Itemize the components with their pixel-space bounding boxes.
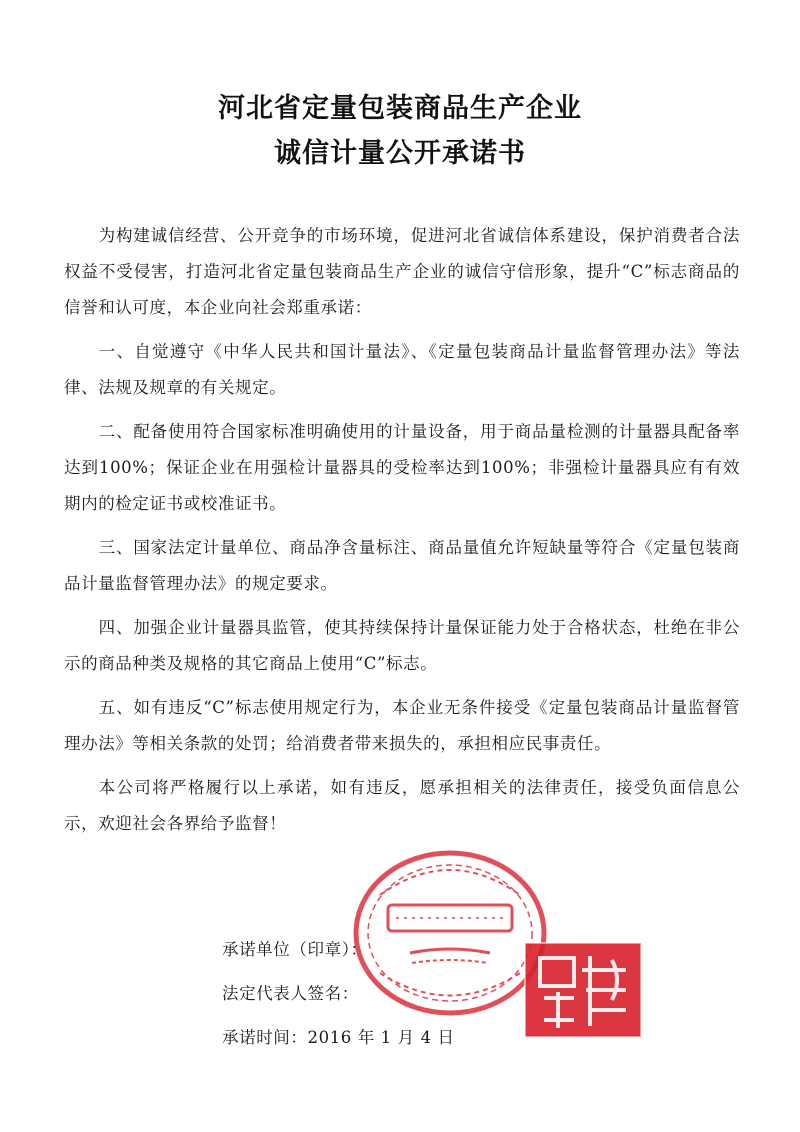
- paragraph-intro: 为构建诚信经营、公开竞争的市场环境，促进河北省诚信体系建设，保护消费者合法权益不受侵害，打造河北省定量包装商品生产企业的诚信守信形象，提升“C”标志商品的信誉和认可度，本企业向社会郑重承诺：: [64, 226, 740, 317]
- representative-seal-stamp: [522, 940, 644, 1040]
- signature-date: 承诺时间：2016 年 1 月 4 日: [222, 1028, 455, 1047]
- signature-representative-label: 法定代表人签名：: [222, 984, 359, 1003]
- paragraph-item-2: 二、配备使用符合国家标准明确使用的计量设备，用于商品量检测的计量器具配备率达到100%；保证企业在用强检计量器具的受检率达到100%；非强检计量器具应有有效期内的检定证书或校准证书。: [64, 422, 740, 513]
- paragraph-item-4: 四、加强企业计量器具监管，使其持续保持计量保证能力处于合格状态，杜绝在非公示的商品种类及规格的其它商品上使用“C”标志。: [64, 618, 740, 673]
- document-title-line2: 诚信计量公开承诺书: [274, 138, 526, 169]
- paragraph-item-3: 三、国家法定计量单位、商品净含量标注、商品量值允许短缺量等符合《定量包装商品计量监督管理办法》的规定要求。: [64, 538, 740, 593]
- paragraph-item-5: 五、如有违反“C”标志使用规定行为，本企业无条件接受《定量包装商品计量监督管理办法》等相关条款的处罚；给消费者带来损失的，承担相应民事责任。: [64, 698, 740, 753]
- paragraph-closing: 本公司将严格履行以上承诺，如有违反，愿承担相关的法律责任，接受负面信息公示，欢迎社会各界给予监督！: [64, 778, 740, 833]
- signature-unit-label: 承诺单位（印章）：: [222, 940, 368, 959]
- paragraph-item-1: 一、自觉遵守《中华人民共和国计量法》、《定量包装商品计量监督管理办法》等法律、法规及规章的有关规定。: [64, 342, 740, 397]
- document-title-line1: 河北省定量包装商品生产企业: [218, 93, 582, 124]
- signature-block: [222, 928, 455, 1060]
- document-body: [64, 218, 740, 850]
